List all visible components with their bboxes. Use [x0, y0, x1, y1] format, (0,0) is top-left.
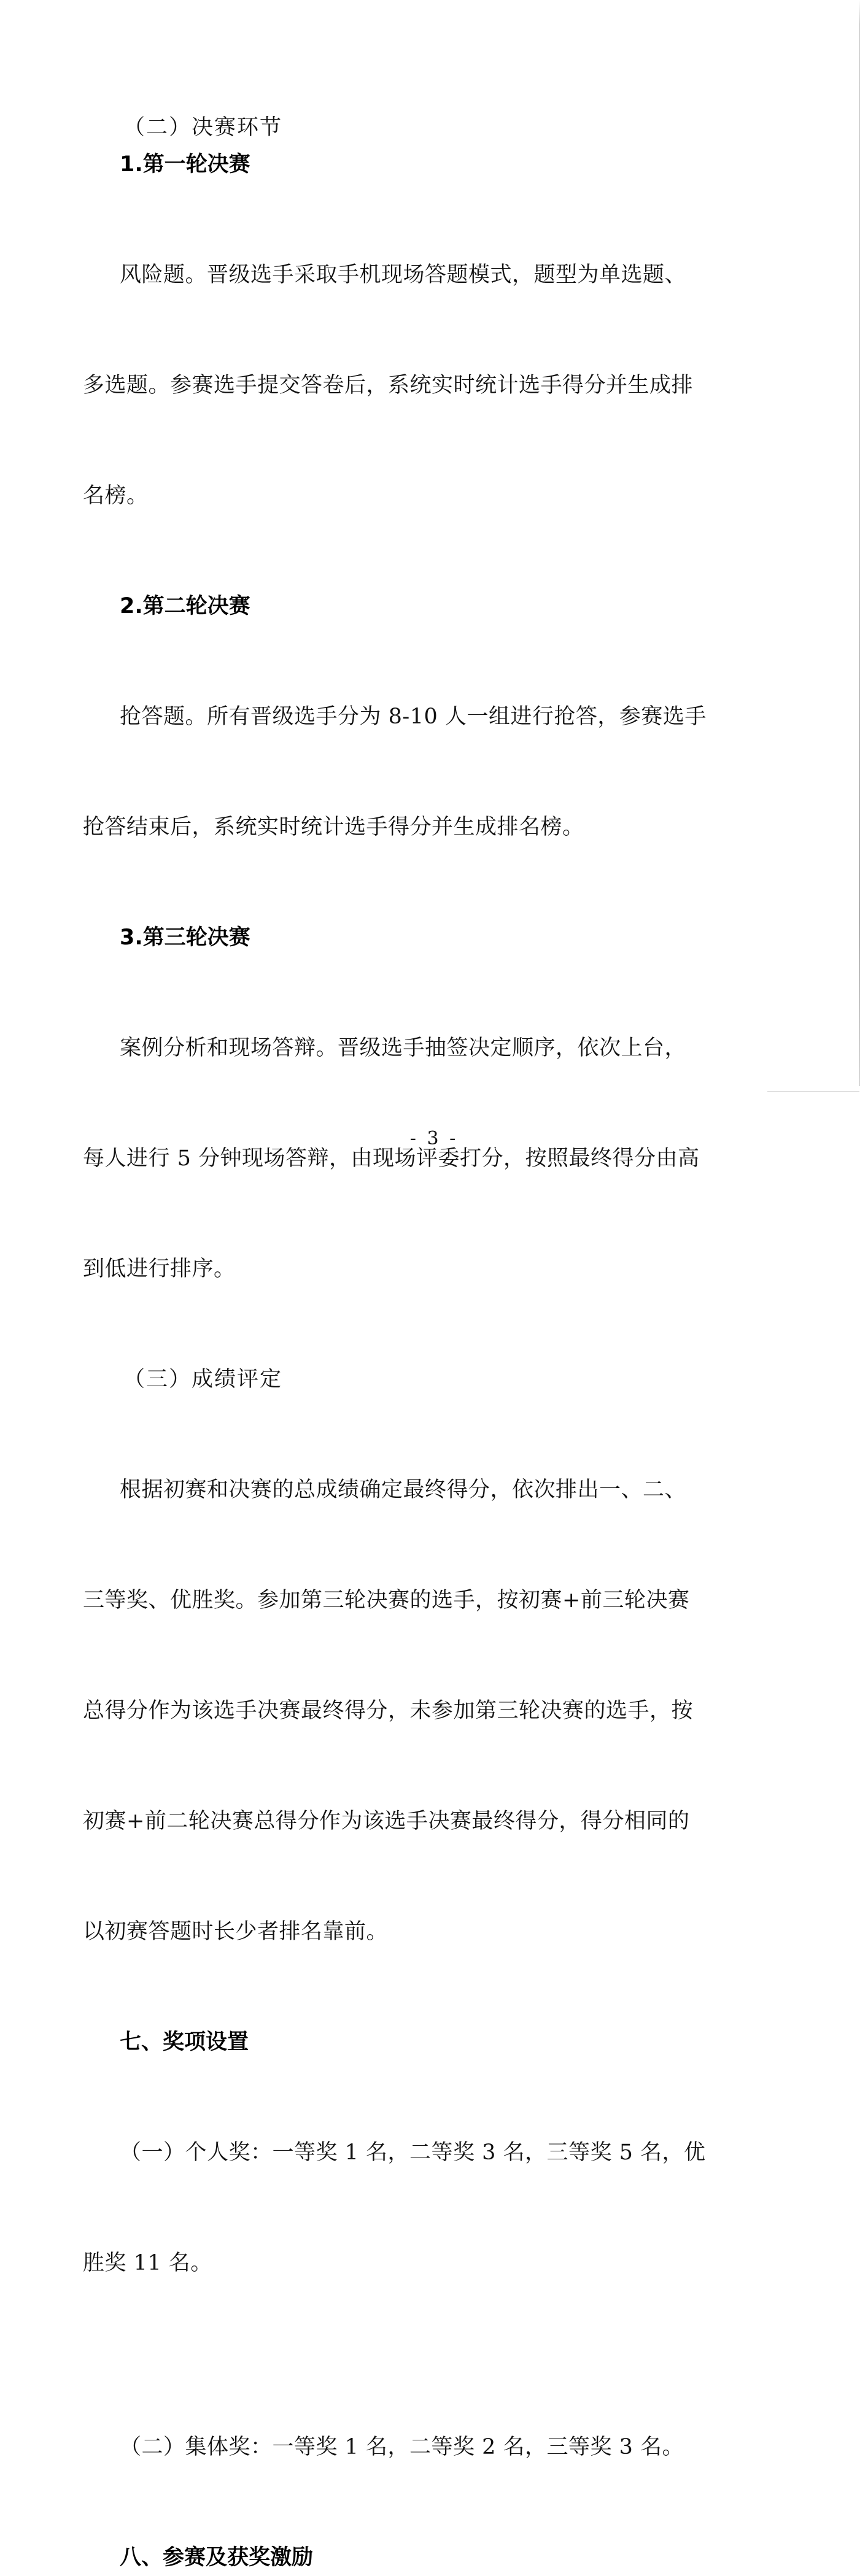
paragraph-line: 初赛+前二轮决赛总得分作为该选手决赛最终得分，得分相同的 [83, 1809, 690, 1834]
paragraph-line: 风险题。晋级选手采取手机现场答题模式，题型为单选题、 [120, 263, 687, 287]
heading-round-2: 2.第二轮决赛 [120, 594, 250, 619]
paragraph-line: 名榜。 [83, 484, 149, 508]
heading-finals-stage: （二）决赛环节 [123, 115, 283, 140]
paragraph-line: 每人进行 5 分钟现场答辩，由现场评委打分，按照最终得分由高 [83, 1146, 700, 1171]
paragraph-line: 胜奖 11 名。 [83, 2251, 212, 2275]
paragraph-round-3 [83, 956, 786, 1361]
paragraph-score-evaluation [83, 1398, 786, 2024]
heading-round-3: 3.第三轮决赛 [120, 925, 250, 950]
paragraph-individual-award [83, 2061, 786, 2355]
paragraph-line: 以初赛答题时长少者排名靠前。 [83, 1919, 389, 1944]
paragraph-line: 总得分作为该选手决赛最终得分，未参加第三轮决赛的选手，按 [83, 1699, 694, 1723]
paragraph-line: 案例分析和现场答辩。晋级选手抽签决定顺序，依次上台， [120, 1036, 687, 1060]
paragraph-group-award [83, 2355, 786, 2539]
heading-incentives: 八、参赛及获奖激励 [120, 2545, 314, 2570]
paragraph-round-2 [83, 625, 786, 919]
page-number: - 3 - [409, 1128, 459, 1149]
paragraph-line: 三等奖、优胜奖。参加第三轮决赛的选手，按初赛+前三轮决赛 [83, 1588, 690, 1613]
paragraph-line: （二）集体奖：一等奖 1 名，二等奖 2 名，三等奖 3 名。 [120, 2435, 684, 2459]
scan-edge-line [859, 0, 860, 1086]
paragraph-line: 到低进行排序。 [83, 1257, 236, 1281]
paragraph-line: 多选题。参赛选手提交答卷后，系统实时统计选手得分并生成排 [83, 373, 694, 398]
heading-round-1: 1.第一轮决赛 [120, 152, 250, 177]
paragraph-line: 根据初赛和决赛的总成绩确定最终得分，依次排出一、二、 [120, 1478, 687, 1502]
paragraph-line: （一）个人奖：一等奖 1 名，二等奖 3 名，三等奖 5 名，优 [120, 2140, 706, 2165]
paragraph-line: 抢答结束后，系统实时统计选手得分并生成排名榜。 [83, 815, 584, 839]
paragraph-line: 抢答题。所有晋级选手分为 8-10 人一组进行抢答，参赛选手 [120, 704, 707, 729]
heading-awards: 七、奖项设置 [120, 2030, 249, 2054]
heading-score-evaluation: （三）成绩评定 [123, 1367, 283, 1392]
document-body [83, 109, 786, 2576]
paragraph-round-1 [83, 183, 786, 588]
